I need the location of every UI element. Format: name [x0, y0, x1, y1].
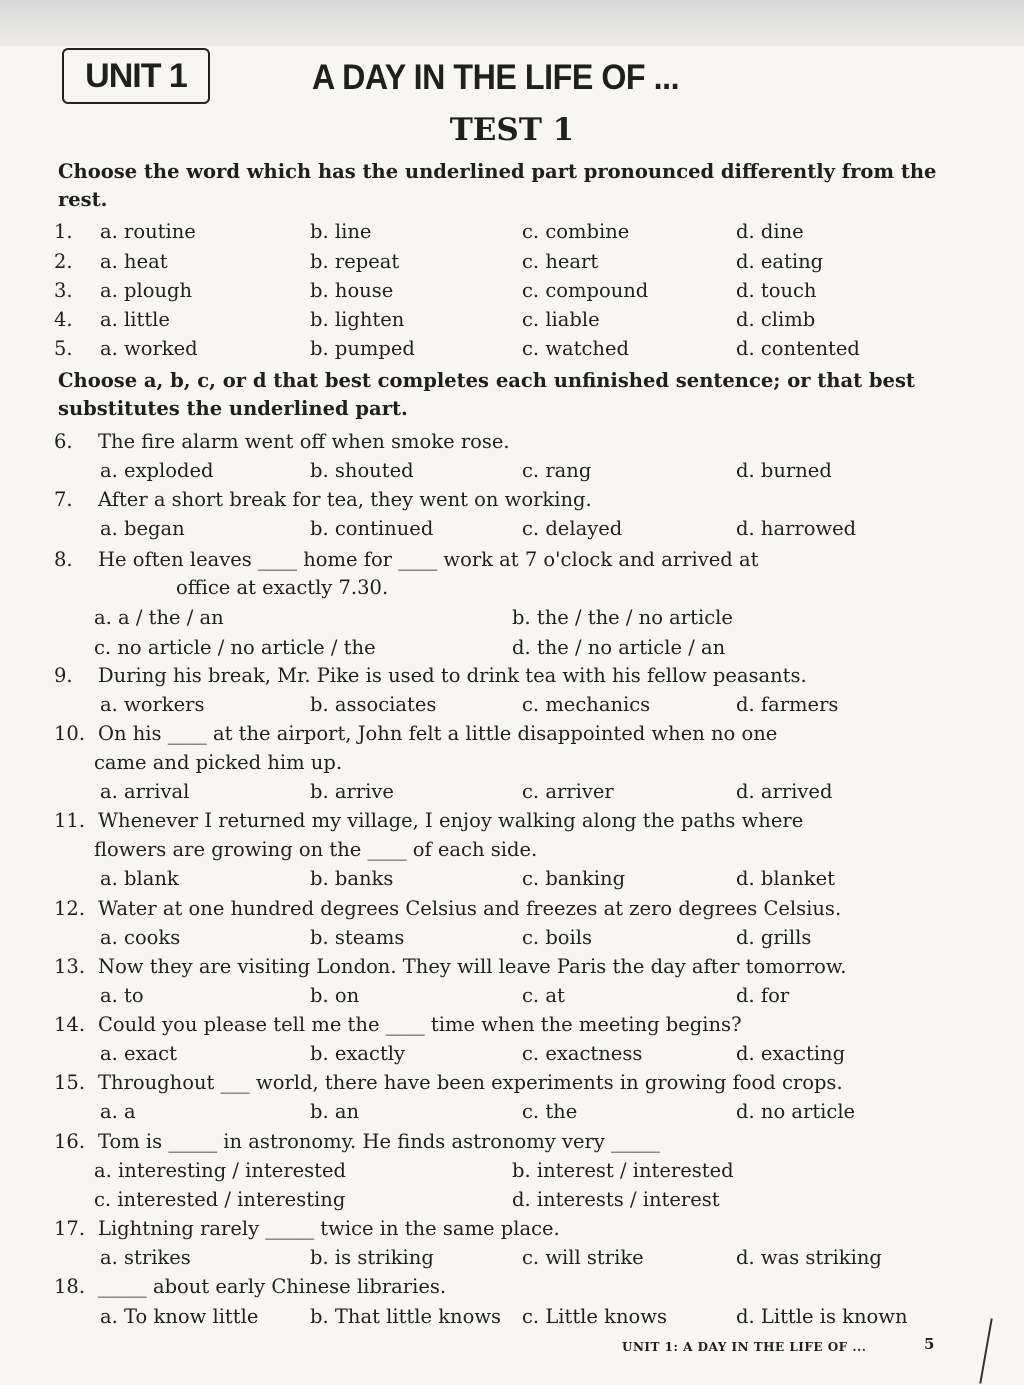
question-stem: Could you please tell me the ____ time when the meeting begins? [98, 1013, 742, 1036]
question-stem: During his break, Mr. Pike is used to drink tea with his fellow peasants. [98, 664, 807, 687]
answer-option-c[interactable]: c. interested / interesting [94, 1188, 346, 1211]
answer-option-c[interactable]: c. watched [522, 337, 629, 360]
question-number: 14. [54, 1013, 86, 1036]
answer-option-a[interactable]: a. heat [100, 250, 168, 273]
answer-option-a[interactable]: a. began [100, 517, 185, 540]
question-stem-continued: flowers are growing on the ____ of each side. [94, 838, 538, 861]
question-number: 4. [54, 308, 73, 331]
answer-option-a[interactable]: a. a [100, 1100, 136, 1123]
answer-option-a[interactable]: a. To know little [100, 1305, 259, 1328]
question-number: 16. [54, 1130, 86, 1153]
answer-option-b[interactable]: b. shouted [310, 459, 414, 482]
question-number: 15. [54, 1071, 86, 1094]
page-number: 5 [924, 1335, 935, 1353]
question-number: 8. [54, 548, 73, 571]
question-stem: After a short break for tea, they went on working. [98, 488, 592, 511]
question-number: 2. [54, 250, 73, 273]
answer-option-d[interactable]: d. exacting [736, 1042, 846, 1065]
answer-option-d[interactable]: d. Little is known [736, 1305, 908, 1328]
section-1-instruction: Choose the word which has the underlined part pronounced differently from the rest. [58, 160, 937, 211]
answer-option-d[interactable]: d. eating [736, 250, 824, 273]
answer-option-b[interactable]: b. continued [310, 517, 434, 540]
answer-option-d[interactable]: d. for [736, 984, 790, 1007]
question-number: 12. [54, 897, 86, 920]
question-stem: The fire alarm went off when smoke rose. [98, 430, 510, 453]
question-number: 9. [54, 664, 73, 687]
answer-option-b[interactable]: b. steams [310, 926, 405, 949]
answer-option-a[interactable]: a. a / the / an [94, 606, 224, 629]
section-2-instruction: Choose a, b, c, or d that best completes each unfinished sentence; or that best substitutes the underlined part. [58, 369, 915, 420]
question-stem: Whenever I returned my village, I enjoy walking along the paths where [98, 809, 804, 832]
answer-option-c[interactable]: c. no article / no article / the [94, 636, 376, 659]
question-number: 18. [54, 1275, 86, 1298]
answer-option-d[interactable]: d. arrived [736, 780, 833, 803]
question-stem: He often leaves ____ home for ____ work at 7 o'clock and arrived at [98, 548, 759, 571]
answer-option-a[interactable]: a. to [100, 984, 144, 1007]
answer-option-a[interactable]: a. blank [100, 867, 179, 890]
question-stem: On his ____ at the airport, John felt a little disappointed when no one [98, 722, 778, 745]
question-number: 10. [54, 722, 86, 745]
question-stem-continued: office at exactly 7.30. [176, 576, 389, 599]
answer-option-d[interactable]: d. farmers [736, 693, 839, 716]
answer-option-a[interactable]: a. plough [100, 279, 193, 302]
answer-option-a[interactable]: a. strikes [100, 1246, 191, 1269]
answer-option-b[interactable]: b. banks [310, 867, 394, 890]
answer-option-d[interactable]: d. blanket [736, 867, 835, 890]
answer-option-d[interactable]: d. contented [736, 337, 860, 360]
answer-option-c[interactable]: c. rang [522, 459, 592, 482]
answer-option-d[interactable]: d. the / no article / an [512, 636, 726, 659]
answer-option-d[interactable]: d. burned [736, 459, 832, 482]
answer-option-c[interactable]: c. arriver [522, 780, 614, 803]
answer-option-b[interactable]: b. lighten [310, 308, 405, 331]
answer-option-d[interactable]: d. was striking [736, 1246, 882, 1269]
answer-option-c[interactable]: c. will strike [522, 1246, 644, 1269]
question-number: 6. [54, 430, 73, 453]
answer-option-c[interactable]: c. heart [522, 250, 599, 273]
question-stem: Tom is _____ in astronomy. He finds astronomy very _____ [98, 1130, 660, 1153]
unit-label: UNIT 1 [85, 56, 187, 95]
answer-option-c[interactable]: c. delayed [522, 517, 623, 540]
answer-option-b[interactable]: b. house [310, 279, 394, 302]
answer-option-b[interactable]: b. exactly [310, 1042, 406, 1065]
question-stem: Now they are visiting London. They will leave Paris the day after tomorrow. [98, 955, 847, 978]
answer-option-b[interactable]: b. That little knows [310, 1305, 502, 1328]
answer-option-b[interactable]: b. repeat [310, 250, 400, 273]
answer-option-b[interactable]: b. is striking [310, 1246, 434, 1269]
answer-option-b[interactable]: b. interest / interested [512, 1159, 734, 1182]
question-stem-continued: came and picked him up. [94, 751, 343, 774]
question-number: 11. [54, 809, 86, 832]
answer-option-b[interactable]: b. on [310, 984, 360, 1007]
question-number: 17. [54, 1217, 86, 1240]
answer-option-b[interactable]: b. associates [310, 693, 437, 716]
answer-option-a[interactable]: a. little [100, 308, 170, 331]
answer-option-c[interactable]: c. at [522, 984, 565, 1007]
answer-option-b[interactable]: b. pumped [310, 337, 415, 360]
unit-label-box [62, 48, 210, 104]
answer-option-d[interactable]: d. climb [736, 308, 816, 331]
answer-option-c[interactable]: c. exactness [522, 1042, 643, 1065]
question-number: 5. [54, 337, 73, 360]
question-stem: Water at one hundred degrees Celsius and freezes at zero degrees Celsius. [98, 897, 842, 920]
answer-option-c[interactable]: c. banking [522, 867, 626, 890]
answer-option-c[interactable]: c. boils [522, 926, 593, 949]
answer-option-a[interactable]: a. exact [100, 1042, 177, 1065]
answer-option-d[interactable]: d. dine [736, 220, 804, 243]
answer-option-b[interactable]: b. the / the / no article [512, 606, 733, 629]
answer-option-c[interactable]: c. mechanics [522, 693, 651, 716]
answer-option-d[interactable]: d. touch [736, 279, 817, 302]
answer-option-a[interactable]: a. routine [100, 220, 196, 243]
answer-option-c[interactable]: c. liable [522, 308, 600, 331]
answer-option-a[interactable]: a. cooks [100, 926, 181, 949]
question-number: 1. [54, 220, 73, 243]
answer-option-b[interactable]: b. line [310, 220, 372, 243]
answer-option-a[interactable]: a. workers [100, 693, 205, 716]
answer-option-d[interactable]: d. harrowed [736, 517, 857, 540]
question-stem: Lightning rarely _____ twice in the same place. [98, 1217, 560, 1240]
answer-option-b[interactable]: b. arrive [310, 780, 394, 803]
answer-option-c[interactable]: c. Little knows [522, 1305, 667, 1328]
answer-option-d[interactable]: d. interests / interest [512, 1188, 720, 1211]
answer-option-d[interactable]: d. grills [736, 926, 812, 949]
screen-top-band [0, 0, 1024, 46]
question-number: 7. [54, 488, 73, 511]
question-number: 3. [54, 279, 73, 302]
answer-option-a[interactable]: a. worked [100, 337, 198, 360]
answer-option-d[interactable]: d. no article [736, 1100, 856, 1123]
answer-option-c[interactable]: c. combine [522, 220, 630, 243]
question-stem: Throughout ___ world, there have been experiments in growing food crops. [98, 1071, 843, 1094]
answer-option-a[interactable]: a. arrival [100, 780, 190, 803]
test-title: TEST 1 [449, 112, 575, 148]
answer-option-c[interactable]: c. the [522, 1100, 578, 1123]
question-stem: _____ about early Chinese libraries. [98, 1275, 447, 1298]
answer-option-c[interactable]: c. compound [522, 279, 649, 302]
question-number: 13. [54, 955, 86, 978]
answer-option-a[interactable]: a. exploded [100, 459, 214, 482]
answer-option-b[interactable]: b. an [310, 1100, 360, 1123]
running-footer: UNIT 1: A DAY IN THE LIFE OF ... [622, 1340, 867, 1354]
answer-option-a[interactable]: a. interesting / interested [94, 1159, 347, 1182]
page-title: A DAY IN THE LIFE OF ... [312, 58, 680, 97]
